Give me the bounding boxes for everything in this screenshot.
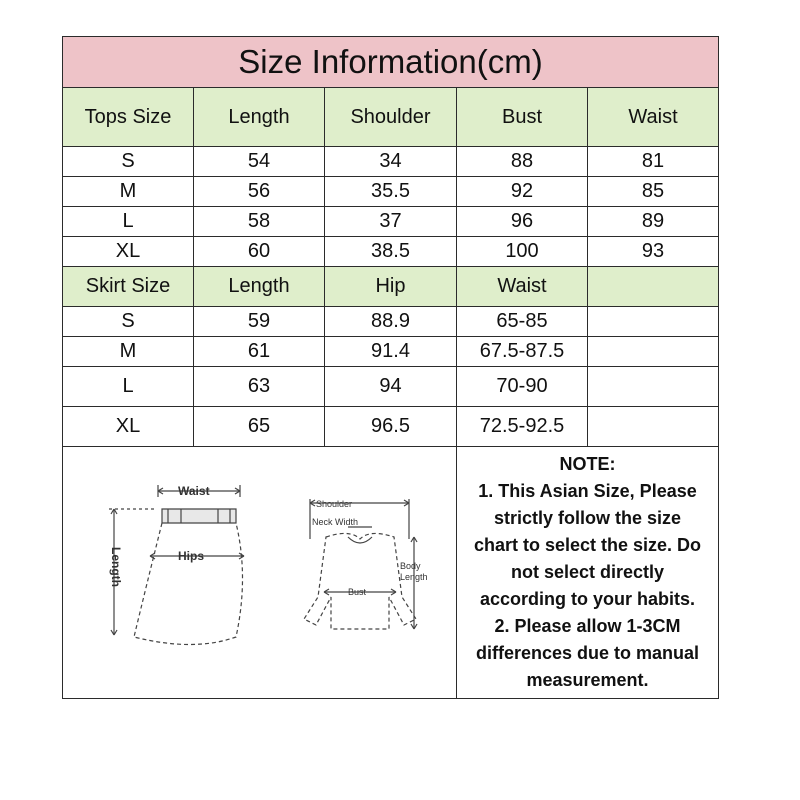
tops-cell: 96	[457, 207, 588, 237]
skirt-cell: 67.5-87.5	[457, 337, 588, 367]
skirt-cell: 91.4	[325, 337, 457, 367]
note-line: chart to select the size. Do	[473, 535, 702, 555]
tops-cell: 93	[588, 237, 719, 267]
size-table	[62, 36, 719, 699]
chart-title: Size Information(cm)	[63, 37, 719, 88]
skirt-length-label: Length	[108, 547, 123, 587]
tops-cell: 89	[588, 207, 719, 237]
skirt-cell	[588, 307, 719, 337]
tops-cell: L	[63, 207, 194, 237]
tops-cell: 92	[457, 177, 588, 207]
tops-cell: 35.5	[325, 177, 457, 207]
skirt-cell	[588, 367, 719, 407]
note-line: 2. Please allow 1-3CM	[494, 616, 681, 636]
tops-cell: 37	[325, 207, 457, 237]
tops-header-bust: Bust	[457, 88, 588, 147]
tops-cell: 81	[588, 147, 719, 177]
skirt-cell: 72.5-92.5	[457, 407, 588, 447]
skirt-cell: M	[63, 337, 194, 367]
top-neck-label: Neck Width	[311, 517, 358, 527]
tops-cell: 100	[457, 237, 588, 267]
tops-header-shoulder: Shoulder	[325, 88, 457, 147]
skirt-cell: 96.5	[325, 407, 457, 447]
skirt-row	[63, 337, 719, 367]
tops-cell: 88	[457, 147, 588, 177]
size-chart	[62, 36, 719, 699]
note-line: strictly follow the size	[493, 508, 682, 528]
tops-row	[63, 147, 719, 177]
top-bust-label: Bust	[347, 587, 366, 597]
measurement-illustration	[63, 447, 457, 699]
skirt-header-hip: Hip	[325, 267, 457, 307]
note-line: measurement.	[526, 670, 649, 690]
note-line: 1. This Asian Size, Please	[478, 481, 697, 501]
note-line: not select directly	[510, 562, 665, 582]
tops-header-length: Length	[194, 88, 325, 147]
skirt-waist-label: Waist	[177, 484, 210, 498]
skirt-header-empty	[588, 267, 719, 307]
note-heading: NOTE:	[559, 454, 616, 474]
tops-row	[63, 207, 719, 237]
bottom-row	[63, 447, 719, 699]
tops-cell: S	[63, 147, 194, 177]
note-line: differences due to manual	[475, 643, 700, 663]
tops-cell: 60	[194, 237, 325, 267]
skirt-cell: 65	[194, 407, 325, 447]
skirt-header-waist: Waist	[457, 267, 588, 307]
tops-header-row	[63, 88, 719, 147]
tops-cell: 56	[194, 177, 325, 207]
note-line: according to your habits.	[480, 589, 696, 609]
skirt-cell: 63	[194, 367, 325, 407]
skirt-header-length: Length	[194, 267, 325, 307]
skirt-cell: 88.9	[325, 307, 457, 337]
note-box	[457, 447, 719, 699]
skirt-row	[63, 407, 719, 447]
skirt-header-size: Skirt Size	[63, 267, 194, 307]
skirt-cell: XL	[63, 407, 194, 447]
skirt-cell: 70-90	[457, 367, 588, 407]
skirt-cell: 61	[194, 337, 325, 367]
skirt-header-row	[63, 267, 719, 307]
tops-header-size: Tops Size	[63, 88, 194, 147]
measurement-diagram	[64, 447, 456, 692]
skirt-cell: 59	[194, 307, 325, 337]
skirt-cell: L	[63, 367, 194, 407]
skirt-hips-label: Hips	[177, 549, 204, 563]
top-body-length-label-1: Body	[399, 561, 421, 571]
skirt-row	[63, 367, 719, 407]
skirt-cell	[588, 407, 719, 447]
tops-cell: 38.5	[325, 237, 457, 267]
tops-row	[63, 237, 719, 267]
skirt-cell: 65-85	[457, 307, 588, 337]
tops-row	[63, 177, 719, 207]
tops-cell: 85	[588, 177, 719, 207]
skirt-row	[63, 307, 719, 337]
skirt-illustration	[109, 485, 244, 645]
skirt-cell	[588, 337, 719, 367]
tops-cell: 54	[194, 147, 325, 177]
tops-cell: M	[63, 177, 194, 207]
skirt-cell: 94	[325, 367, 457, 407]
tops-header-waist: Waist	[588, 88, 719, 147]
skirt-cell: S	[63, 307, 194, 337]
top-shoulder-label: Shoulder	[315, 499, 352, 509]
top-body-length-label-2: Length	[399, 572, 428, 582]
tops-cell: XL	[63, 237, 194, 267]
tops-cell: 34	[325, 147, 457, 177]
tops-cell: 58	[194, 207, 325, 237]
